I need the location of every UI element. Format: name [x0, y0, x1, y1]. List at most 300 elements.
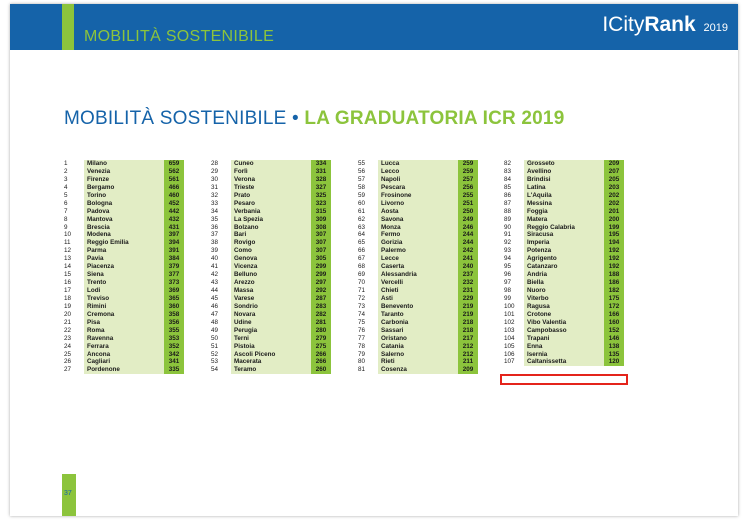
rank-number: 1	[64, 160, 68, 167]
score-value: 356	[164, 319, 184, 327]
score-value: 331	[311, 168, 331, 176]
city-name: La Spezia	[231, 216, 311, 224]
score-value: 192	[604, 263, 624, 271]
rank-number: 98	[504, 287, 512, 294]
score-value: 182	[604, 287, 624, 295]
rank-number: 57	[358, 175, 366, 183]
city-name: Biella	[524, 279, 604, 287]
city-name: Pisa	[84, 319, 164, 327]
score-value: 353	[164, 335, 184, 343]
city-name: Sondrio	[231, 303, 311, 311]
ranking-row	[211, 351, 341, 359]
city-name: Parma	[84, 247, 164, 255]
ranking-row	[504, 263, 634, 271]
ranking-row	[211, 216, 341, 224]
ranking-row	[358, 208, 488, 216]
ranking-row	[64, 263, 194, 271]
ranking-row	[358, 216, 488, 224]
city-name: Agrigento	[524, 255, 604, 263]
header-bar	[10, 4, 738, 50]
score-value: 562	[164, 168, 184, 176]
city-name: Brescia	[84, 224, 164, 232]
city-name: Milano	[84, 160, 164, 168]
ranking-row	[211, 343, 341, 351]
ranking-row	[504, 319, 634, 327]
city-name: Benevento	[378, 303, 458, 311]
ranking-column-2	[211, 160, 341, 374]
city-name: Oristano	[378, 335, 458, 343]
score-value: 138	[604, 343, 624, 351]
city-name: Matera	[524, 216, 604, 224]
rank-number: 96	[504, 271, 512, 279]
score-value: 432	[164, 216, 184, 224]
ranking-row	[64, 247, 194, 255]
ranking-row	[504, 216, 634, 224]
score-value: 561	[164, 176, 184, 184]
ranking-row	[504, 335, 634, 343]
score-value: 315	[311, 208, 331, 216]
ranking-row	[211, 247, 341, 255]
city-name: Terni	[231, 335, 311, 343]
ranking-row	[358, 343, 488, 351]
city-name: Pistoia	[231, 343, 311, 351]
city-name: Catania	[378, 343, 458, 351]
city-name: Taranto	[378, 311, 458, 319]
city-name: Trapani	[524, 335, 604, 343]
rank-number: 65	[358, 239, 366, 247]
rank-number: 58	[358, 183, 366, 191]
ranking-row	[358, 327, 488, 335]
city-name: Genova	[231, 255, 311, 263]
rank-number: 13	[64, 255, 72, 263]
ranking-row	[64, 176, 194, 184]
score-value: 377	[164, 271, 184, 279]
ranking-row	[504, 351, 634, 359]
ranking-row	[211, 160, 341, 168]
ranking-row	[358, 168, 488, 176]
score-value: 283	[311, 303, 331, 311]
score-value: 199	[604, 224, 624, 232]
rank-number: 43	[211, 279, 219, 287]
ranking-row	[211, 271, 341, 279]
rank-number: 42	[211, 271, 219, 279]
rank-number: 20	[64, 310, 72, 318]
ranking-row	[504, 200, 634, 208]
score-value: 202	[604, 192, 624, 200]
city-name: Crotone	[524, 311, 604, 319]
city-name: Prato	[231, 192, 311, 200]
score-value: 217	[458, 335, 478, 343]
rank-number: 4	[64, 183, 68, 191]
score-value: 442	[164, 208, 184, 216]
score-value: 192	[604, 247, 624, 255]
score-value: 192	[604, 255, 624, 263]
rank-number: 63	[358, 223, 366, 231]
rank-number: 76	[358, 326, 366, 334]
city-name: Modena	[84, 231, 164, 239]
rank-number: 89	[504, 215, 512, 223]
score-value: 309	[311, 216, 331, 224]
city-name: Siracusa	[524, 231, 604, 239]
city-name: Bari	[231, 231, 311, 239]
score-value: 152	[604, 327, 624, 335]
score-value: 218	[458, 319, 478, 327]
score-value: 323	[311, 200, 331, 208]
score-value: 466	[164, 184, 184, 192]
rank-number: 62	[358, 215, 366, 223]
city-name: Udine	[231, 319, 311, 327]
score-value: 195	[604, 231, 624, 239]
rank-number: 10	[64, 231, 72, 239]
rank-number: 97	[504, 279, 512, 287]
city-name: Vibo Valentia	[524, 319, 604, 327]
rank-number: 105	[504, 342, 515, 350]
score-value: 328	[311, 176, 331, 184]
rank-number: 107	[504, 358, 515, 366]
score-value: 203	[604, 184, 624, 192]
rank-number: 81	[358, 366, 366, 374]
score-value: 266	[311, 358, 331, 366]
ranking-row	[211, 224, 341, 232]
score-value: 256	[458, 184, 478, 192]
score-value: 242	[458, 247, 478, 255]
city-name: Reggio Calabria	[524, 224, 604, 232]
score-value: 244	[458, 231, 478, 239]
city-name: Asti	[378, 295, 458, 303]
city-name: Monza	[378, 224, 458, 232]
score-value: 240	[458, 263, 478, 271]
ranking-row	[64, 224, 194, 232]
city-name: Nuoro	[524, 287, 604, 295]
city-name: Piacenza	[84, 263, 164, 271]
city-name: Brindisi	[524, 176, 604, 184]
city-name: Caserta	[378, 263, 458, 271]
rank-number: 74	[358, 310, 366, 318]
ranking-row	[64, 239, 194, 247]
ranking-row	[211, 184, 341, 192]
rank-number: 36	[211, 223, 219, 231]
rank-number: 39	[211, 247, 219, 255]
score-value: 334	[311, 160, 331, 168]
score-value: 166	[604, 311, 624, 319]
rank-number: 27	[64, 366, 72, 374]
ranking-row	[358, 239, 488, 247]
city-name: Potenza	[524, 247, 604, 255]
ranking-row	[358, 366, 488, 374]
ranking-row	[64, 184, 194, 192]
score-value: 250	[458, 208, 478, 216]
score-value: 299	[311, 263, 331, 271]
rank-number: 88	[504, 207, 512, 215]
ranking-row	[64, 311, 194, 319]
rank-number: 104	[504, 334, 515, 342]
city-name: Salerno	[378, 351, 458, 359]
rank-number: 35	[211, 215, 219, 223]
city-name: Aosta	[378, 208, 458, 216]
city-name: Viterbo	[524, 295, 604, 303]
city-name: Ragusa	[524, 303, 604, 311]
score-value: 246	[458, 224, 478, 232]
score-value: 259	[458, 160, 478, 168]
rank-number: 53	[211, 358, 219, 366]
section-title	[64, 108, 564, 130]
ranking-row	[504, 327, 634, 335]
score-value: 384	[164, 255, 184, 263]
rank-number: 94	[504, 255, 512, 263]
ranking-row	[211, 200, 341, 208]
rank-number: 91	[504, 231, 512, 239]
rank-number: 31	[211, 183, 219, 191]
score-value: 281	[311, 319, 331, 327]
rank-number: 52	[211, 350, 219, 358]
city-name: Andria	[524, 271, 604, 279]
ranking-row	[64, 287, 194, 295]
rank-number: 71	[358, 287, 366, 294]
rank-number: 23	[64, 334, 72, 342]
city-name: Trieste	[231, 184, 311, 192]
ranking-row	[64, 255, 194, 263]
rank-number: 78	[358, 342, 366, 350]
ranking-row	[211, 366, 341, 374]
city-name: Siena	[84, 271, 164, 279]
rank-number: 8	[64, 215, 68, 223]
city-name: Verona	[231, 176, 311, 184]
ranking-row	[358, 184, 488, 192]
rank-number: 37	[211, 231, 219, 239]
score-value: 219	[458, 311, 478, 319]
city-name: Livorno	[378, 200, 458, 208]
ranking-row	[504, 231, 634, 239]
rank-number: 29	[211, 167, 219, 175]
rank-number: 25	[64, 350, 72, 358]
city-name: Messina	[524, 200, 604, 208]
header-accent-bar	[62, 4, 74, 50]
rank-number: 44	[211, 287, 219, 294]
ranking-row	[64, 279, 194, 287]
rank-number: 11	[64, 239, 71, 247]
city-name: Grosseto	[524, 160, 604, 168]
ranking-row	[504, 168, 634, 176]
rank-number: 72	[358, 294, 366, 302]
score-value: 431	[164, 224, 184, 232]
ranking-row	[64, 295, 194, 303]
rank-number: 54	[211, 366, 219, 374]
ranking-row	[504, 208, 634, 216]
rank-number: 79	[358, 350, 366, 358]
ranking-row	[64, 366, 194, 374]
rank-number: 61	[358, 207, 366, 215]
score-value: 259	[458, 168, 478, 176]
ranking-row	[211, 176, 341, 184]
city-name: Cremona	[84, 311, 164, 319]
rank-number: 40	[211, 255, 219, 263]
score-value: 307	[311, 247, 331, 255]
ranking-row	[64, 358, 194, 366]
rank-number: 38	[211, 239, 219, 247]
ranking-row	[211, 231, 341, 239]
rank-number: 73	[358, 302, 366, 310]
rank-number: 26	[64, 358, 72, 366]
rank-number: 24	[64, 342, 72, 350]
city-name: Avellino	[524, 168, 604, 176]
city-name: Verbania	[231, 208, 311, 216]
rank-number: 22	[64, 326, 72, 334]
score-value: 249	[458, 216, 478, 224]
score-value: 172	[604, 303, 624, 311]
city-name: L'Aquila	[524, 192, 604, 200]
ranking-row	[211, 311, 341, 319]
rank-number: 47	[211, 310, 219, 318]
score-value: 341	[164, 358, 184, 366]
city-name: Pavia	[84, 255, 164, 263]
score-value: 369	[164, 287, 184, 295]
city-name: Mantova	[84, 216, 164, 224]
trapani-highlight-box	[500, 374, 628, 385]
ranking-row	[211, 319, 341, 327]
rank-number: 69	[358, 271, 366, 279]
city-name: Caltanissetta	[524, 358, 604, 366]
city-name: Varese	[231, 295, 311, 303]
city-name: Arezzo	[231, 279, 311, 287]
ranking-row	[358, 351, 488, 359]
city-name: Firenze	[84, 176, 164, 184]
score-value: 279	[311, 335, 331, 343]
rank-number: 17	[64, 287, 72, 294]
city-name: Carbonia	[378, 319, 458, 327]
city-name: Catanzaro	[524, 263, 604, 271]
ranking-row	[64, 208, 194, 216]
ranking-row	[64, 200, 194, 208]
score-value: 287	[311, 295, 331, 303]
rank-number: 92	[504, 239, 512, 247]
rank-number: 99	[504, 294, 512, 302]
ranking-row	[358, 287, 488, 295]
rank-number: 46	[211, 302, 219, 310]
score-value: 231	[458, 287, 478, 295]
rank-number: 48	[211, 318, 219, 326]
ranking-row	[504, 295, 634, 303]
score-value: 201	[604, 208, 624, 216]
score-value: 360	[164, 303, 184, 311]
score-value: 200	[604, 216, 624, 224]
rank-number: 33	[211, 199, 219, 207]
score-value: 160	[604, 319, 624, 327]
score-value: 212	[458, 351, 478, 359]
ranking-column-3	[358, 160, 488, 374]
score-value: 325	[311, 192, 331, 200]
rank-number: 80	[358, 358, 366, 366]
rank-number: 70	[358, 279, 366, 287]
page-number: 37	[64, 490, 72, 497]
city-name: Imperia	[524, 239, 604, 247]
score-value: 188	[604, 271, 624, 279]
city-name: Venezia	[84, 168, 164, 176]
city-name: Chieti	[378, 287, 458, 295]
city-name: Bologna	[84, 200, 164, 208]
score-value: 452	[164, 200, 184, 208]
score-value: 355	[164, 327, 184, 335]
score-value: 135	[604, 351, 624, 359]
city-name: Lucca	[378, 160, 458, 168]
ranking-row	[358, 247, 488, 255]
score-value: 255	[458, 192, 478, 200]
ranking-row	[358, 224, 488, 232]
rank-number: 21	[64, 318, 72, 326]
score-value: 379	[164, 263, 184, 271]
ranking-row	[504, 255, 634, 263]
ranking-row	[358, 231, 488, 239]
rank-number: 14	[64, 263, 72, 271]
ranking-row	[504, 271, 634, 279]
ranking-row	[64, 303, 194, 311]
city-name: Cagliari	[84, 358, 164, 366]
score-value: 305	[311, 255, 331, 263]
rank-number: 93	[504, 247, 512, 255]
ranking-row	[504, 303, 634, 311]
ranking-row	[64, 327, 194, 335]
city-name: Bolzano	[231, 224, 311, 232]
ranking-row	[64, 231, 194, 239]
ranking-row	[211, 239, 341, 247]
rank-number: 2	[64, 167, 68, 175]
rank-number: 18	[64, 294, 72, 302]
ranking-row	[504, 184, 634, 192]
header-title: MOBILITÀ SOSTENIBILE	[84, 28, 275, 45]
score-value: 244	[458, 239, 478, 247]
ranking-row	[64, 351, 194, 359]
score-value: 211	[458, 358, 478, 366]
score-value: 266	[311, 351, 331, 359]
ranking-row	[504, 224, 634, 232]
ranking-column-4	[504, 160, 634, 366]
ranking-row	[358, 319, 488, 327]
score-value: 237	[458, 271, 478, 279]
rank-number: 30	[211, 175, 219, 183]
city-name: Belluno	[231, 271, 311, 279]
rank-number: 66	[358, 247, 366, 255]
city-name: Ancona	[84, 351, 164, 359]
rank-number: 55	[358, 160, 366, 167]
city-name: Campobasso	[524, 327, 604, 335]
ranking-row	[504, 358, 634, 366]
city-name: Alessandria	[378, 271, 458, 279]
ranking-row	[358, 192, 488, 200]
rank-number: 45	[211, 294, 219, 302]
score-value: 335	[164, 366, 184, 374]
city-name: Ascoli Piceno	[231, 351, 311, 359]
rank-number: 64	[358, 231, 366, 239]
ranking-row	[358, 263, 488, 271]
score-value: 327	[311, 184, 331, 192]
score-value: 292	[311, 287, 331, 295]
ranking-row	[358, 255, 488, 263]
city-name: Forlì	[231, 168, 311, 176]
rank-number: 5	[64, 191, 68, 199]
city-name: Bergamo	[84, 184, 164, 192]
city-name: Gorizia	[378, 239, 458, 247]
city-name: Latina	[524, 184, 604, 192]
city-name: Reggio Emilia	[84, 239, 164, 247]
score-value: 175	[604, 295, 624, 303]
city-name: Fermo	[378, 231, 458, 239]
ranking-row	[211, 168, 341, 176]
ranking-row	[358, 335, 488, 343]
ranking-row	[358, 176, 488, 184]
ranking-row	[504, 176, 634, 184]
icityrank-logo	[602, 13, 728, 37]
rank-number: 95	[504, 263, 512, 271]
rank-number: 19	[64, 302, 72, 310]
